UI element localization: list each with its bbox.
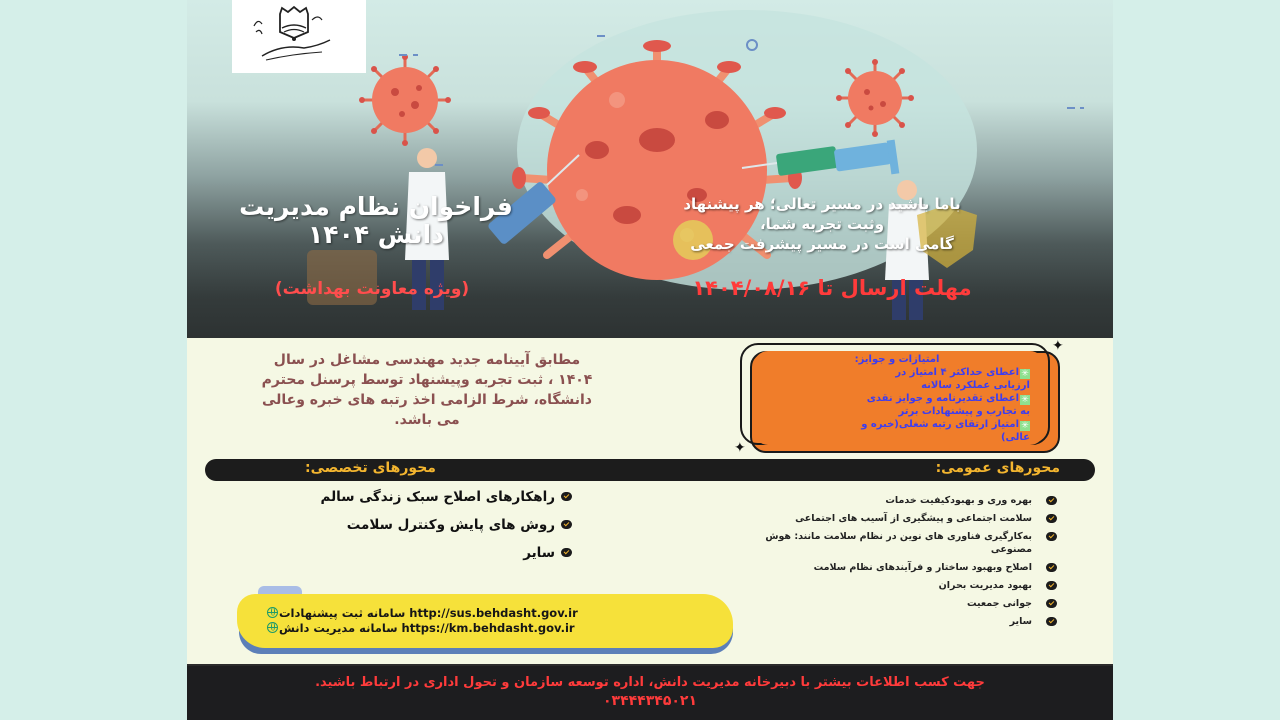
general-axis-item — [757, 579, 1057, 592]
slogan-line3: گامی است در مسیر پیشرفت جمعی — [690, 235, 954, 253]
checkmark-icon — [1046, 514, 1057, 523]
general-axis-item — [757, 530, 1057, 556]
special-axis-item — [227, 542, 572, 570]
knowledge-system-link[interactable]: https://km.behdasht.gov.ir — [401, 621, 575, 635]
general-axis-label: به‌کارگیری فناوری های نوین در نظام سلامت مانند: هوش مصنوعی — [765, 531, 1032, 555]
slogan-line1: باما باشید در مسیر تعالی؛ هر پیشنهاد — [683, 195, 961, 213]
checkmark-icon — [1046, 599, 1057, 608]
prize-item-2 — [764, 392, 1030, 405]
prizes-box — [734, 338, 1064, 456]
general-axis-label: جوانی جمعیت — [966, 598, 1032, 609]
general-axis-item — [757, 597, 1057, 610]
contact-text: جهت کسب اطلاعات بیشتر با دبیرخانه مدیریت دانش، اداره توسعه سازمان و تحول اداری در ارتباط باشید. — [315, 675, 985, 690]
special-axis-item — [227, 486, 572, 514]
link-label: سامانه ثبت پیشنهادات — [279, 606, 406, 620]
general-axes-list — [757, 494, 1057, 633]
checkmark-icon — [1046, 496, 1057, 505]
link-row-suggestions[interactable] — [267, 606, 723, 621]
special-axis-label: روش های پایش وکنترل سلامت — [346, 517, 555, 533]
general-axis-label: سایر — [1009, 616, 1032, 627]
asterisk-icon: ✳ — [1021, 395, 1029, 405]
campaign-title-line1: فراخوان نظام مدیریت — [239, 192, 513, 221]
intro-line2: ۱۴۰۴ ، ثبت تجربه وپیشنهاد توسط پرسنل محترم — [261, 372, 593, 388]
hero-banner — [187, 0, 1113, 338]
prize-item-2-line2: به تجارب و پیشنهادات برتر — [898, 406, 1030, 417]
general-axis-label: بهبود مدیریت بحران — [938, 580, 1032, 591]
prize-item-1-line2: ارزیابی عملکرد سالانه — [921, 380, 1030, 391]
prize-item-3-line1: امتیاز ارتقای رتبه شغلی(خبره و — [861, 419, 1019, 430]
sparkle-icon: ✦ — [1052, 338, 1064, 354]
checkmark-icon — [1046, 532, 1057, 541]
university-book-logo-icon — [232, 0, 366, 73]
contact-phone: ۰۳۴۴۴۳۴۵۰۲۱ — [603, 693, 697, 709]
suggestions-system-link[interactable]: http://sus.behdasht.gov.ir — [409, 606, 578, 620]
campaign-subtitle: (ویژه معاونت بهداشت) — [274, 279, 470, 299]
campaign-title-line2: دانش ۱۴۰۴ — [308, 220, 444, 249]
contact-footer — [187, 664, 1113, 720]
checkmark-icon — [561, 492, 572, 501]
special-axis-item — [227, 514, 572, 542]
asterisk-icon: ✳ — [1021, 369, 1029, 379]
general-axis-label: اصلاح وبهبود ساختار و فرآیندهای نظام سلامت — [813, 562, 1032, 573]
university-logo — [232, 0, 366, 73]
prize-item-1-line1: اعطای حداکثر ۴ امتیاز در — [895, 367, 1019, 378]
intro-line1: مطابق آیینامه جدید مهندسی مشاغل در سال — [273, 352, 581, 368]
checkmark-icon — [1046, 563, 1057, 572]
special-axis-label: سایر — [523, 545, 555, 561]
submission-deadline: مهلت ارسال تا ۱۴۰۴/۰۸/۱۶ — [692, 276, 972, 300]
general-axis-item — [757, 615, 1057, 628]
general-axis-label: سلامت اجتماعی و پیشگیری از آسیب های اجتماعی — [795, 513, 1032, 524]
axes-header-bar — [205, 459, 1095, 481]
link-label: سامانه مدیریت دانش — [279, 621, 398, 635]
slogan-line2: وثبت تجربه شما، — [759, 215, 885, 233]
asterisk-icon: ✳ — [1021, 421, 1029, 431]
prizes-title: امتیازات و جوایز: — [854, 354, 940, 365]
checkmark-icon — [1046, 581, 1057, 590]
general-axes-header: محورهای عمومی: — [935, 460, 1060, 476]
campaign-slogan — [627, 194, 1017, 254]
globe-icon — [267, 607, 278, 618]
prize-item-1 — [764, 366, 1030, 379]
checkmark-icon — [561, 520, 572, 529]
prize-item-3-line2: عالی) — [1000, 432, 1030, 443]
special-axis-label: راهکارهای اصلاح سبک زندگی سالم — [320, 489, 555, 505]
special-axes-header: محورهای تخصصی: — [305, 460, 436, 476]
general-axis-label: بهره وری و بهبودکیفیت خدمات — [885, 495, 1032, 506]
small-virus-left-icon — [359, 54, 451, 146]
prizes-content — [754, 351, 1044, 445]
prize-item-3 — [764, 418, 1030, 431]
general-axis-item — [757, 561, 1057, 574]
prize-item-2-line1: اعطای تقدیرنامه و جوایز نقدی — [866, 393, 1019, 404]
banner-content — [237, 594, 733, 648]
campaign-title — [193, 193, 559, 249]
announcement-poster — [187, 0, 1113, 720]
general-axis-item — [757, 512, 1057, 525]
intro-line3: دانشگاه، شرط الزامی اخذ رتبه های خبره وعالی — [261, 392, 592, 408]
checkmark-icon — [561, 548, 572, 557]
sparkle-icon: ✦ — [734, 440, 746, 456]
globe-icon — [267, 622, 278, 633]
general-axis-item — [757, 494, 1057, 507]
small-virus-right-icon — [836, 59, 914, 137]
special-axes-list — [227, 486, 572, 570]
intro-paragraph — [227, 350, 627, 430]
intro-line4: می باشد. — [394, 412, 460, 428]
link-row-knowledge[interactable] — [267, 621, 723, 636]
checkmark-icon — [1046, 617, 1057, 626]
system-links-banner — [237, 586, 737, 656]
